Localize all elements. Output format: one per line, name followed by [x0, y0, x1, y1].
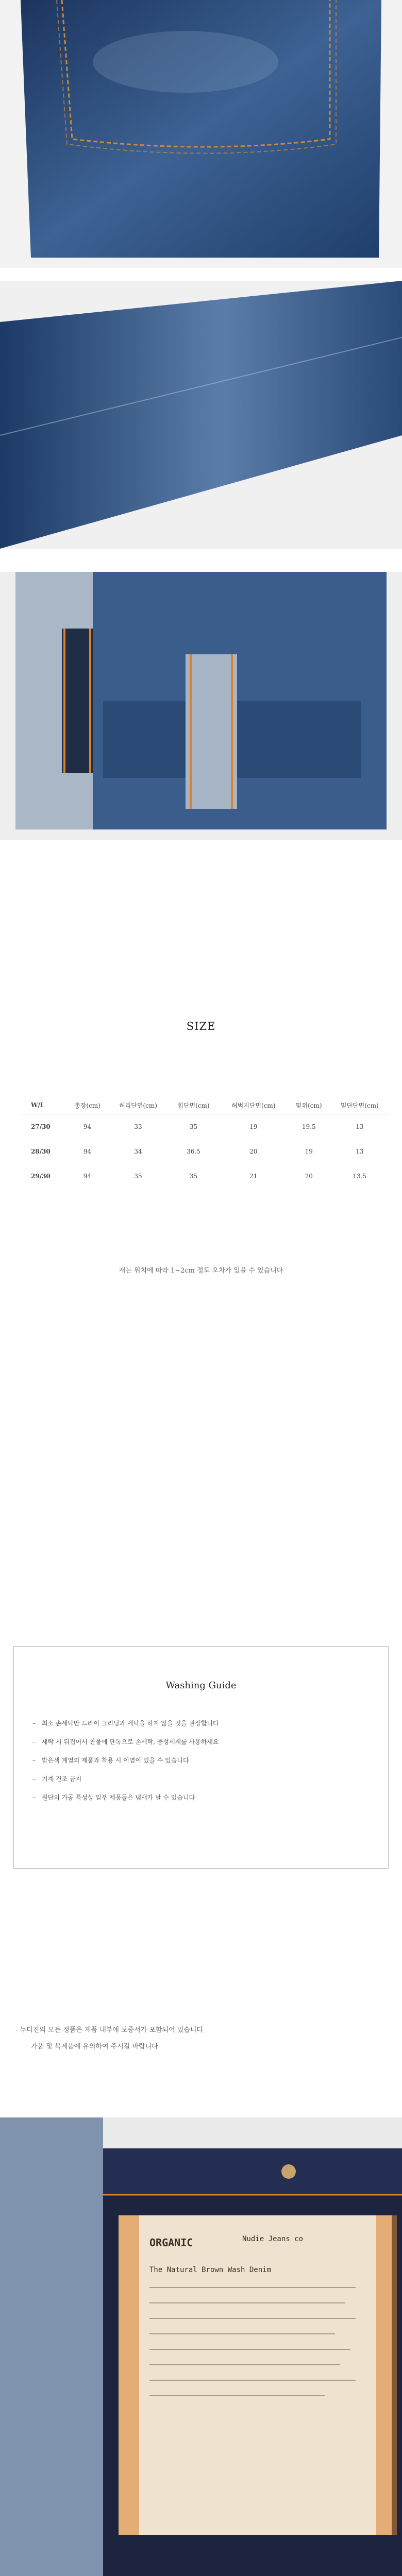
table-cell: 36.5 — [187, 1148, 200, 1155]
table-cell: 33 — [134, 1123, 142, 1130]
table-cell: 21 — [249, 1173, 258, 1180]
notice-line: 가품 및 복제품에 유의하여 주시길 바랍니다 — [31, 2043, 158, 2050]
table-cell: 19 — [249, 1123, 258, 1130]
table-cell: 94 — [83, 1123, 92, 1130]
header-cell: W/L — [22, 1096, 66, 1114]
table-row — [22, 1114, 390, 1140]
header-cell: 밑위(cm) — [288, 1096, 330, 1114]
table-cell: 13.5 — [353, 1173, 367, 1180]
table-cell: 13 — [356, 1123, 364, 1130]
table-cell: 27/30 — [31, 1123, 51, 1130]
table-row — [22, 1139, 390, 1164]
table-cell: 35 — [189, 1123, 198, 1130]
list-item: – 기계 건조 금지 — [32, 1774, 219, 1793]
table-cell: 19 — [305, 1148, 313, 1155]
label-heading: The Natural Brown Wash Denim — [149, 2266, 272, 2274]
jeans-leg-photo — [0, 281, 402, 549]
jeans-pocket-photo — [0, 0, 402, 268]
size-table-header — [22, 1096, 390, 1114]
size-note: 재는 위치에 따라 1~2cm 정도 오차가 있을 수 있습니다 — [119, 1267, 283, 1275]
header-cell: 허리단면(cm) — [108, 1096, 168, 1114]
washing-guide-title: Washing Guide — [165, 1680, 237, 1691]
size-chart-section — [0, 1020, 402, 1288]
list-item: – 세탁 시 뒤집어서 찬물에 단독으로 손세탁, 중성세제를 사용하세요 — [32, 1737, 219, 1756]
selvedge-hem-photo — [0, 572, 402, 840]
table-cell: 94 — [83, 1148, 92, 1155]
notice-line: - 누디진의 모든 정품은 제품 내부에 보증서가 포함되어 있습니다 — [15, 2026, 203, 2034]
label-organic: ORGANIC — [149, 2236, 193, 2249]
list-item: – 밝은색 계열의 제품과 착용 시 이염이 있을 수 있습니다 — [32, 1756, 219, 1774]
table-cell: 94 — [83, 1173, 92, 1180]
header-cell: 힙단면(cm) — [168, 1096, 219, 1114]
list-item: – 원단의 가공 특성상 일부 제품들은 냄새가 날 수 있습니다 — [32, 1793, 219, 1811]
table-cell: 20 — [249, 1148, 258, 1155]
list-item: – 최소 손세탁만 드라이 크리닝과 세탁을 하지 않을 것을 권장합니다 — [32, 1719, 219, 1737]
table-cell: 20 — [305, 1173, 313, 1180]
table-cell: 13 — [356, 1148, 364, 1155]
header-cell: 밑단단면(cm) — [330, 1096, 390, 1114]
table-cell: 34 — [134, 1148, 142, 1155]
authenticity-notice — [15, 2022, 203, 2055]
size-table — [22, 1096, 390, 1189]
table-cell: 19.5 — [301, 1123, 316, 1130]
table-cell: 35 — [189, 1173, 198, 1180]
table-row — [22, 1164, 390, 1189]
inside-label-photo — [0, 2117, 402, 2576]
size-title: SIZE — [186, 1020, 216, 1032]
table-cell: 35 — [134, 1173, 142, 1180]
header-cell: 허벅지단면(cm) — [219, 1096, 288, 1114]
label-brand: Nudie Jeans co — [242, 2235, 304, 2243]
table-cell: 28/30 — [31, 1148, 51, 1155]
washing-guide-list — [32, 1719, 219, 1811]
table-cell: 29/30 — [31, 1173, 51, 1180]
header-cell: 총장(cm) — [66, 1096, 108, 1114]
washing-guide-box — [13, 1646, 389, 1869]
